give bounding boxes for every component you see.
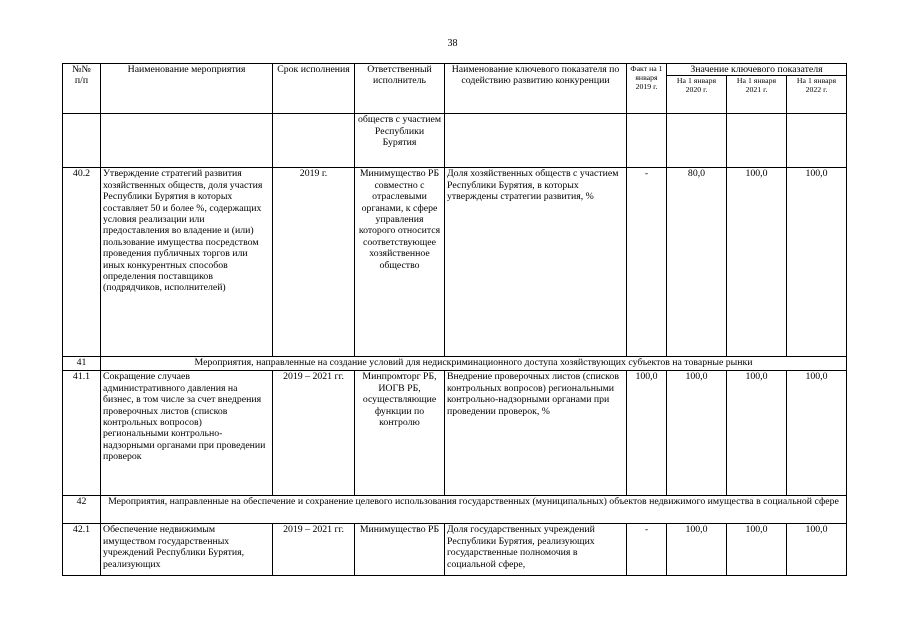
header-fact: Факт на 1 января 2019 г. (627, 64, 667, 114)
cell-2021: 100,0 (727, 371, 787, 496)
section-num: 41 (63, 357, 101, 371)
table-row (63, 371, 847, 496)
cell-responsible: Минимущество РБ (355, 524, 445, 576)
cell-term: 2019 г. (273, 168, 355, 357)
cell-fact (627, 114, 667, 168)
cell-2020 (667, 114, 727, 168)
cell-2020: 100,0 (667, 371, 727, 496)
cell-event: Утверждение стратегий развития хозяйственных обществ, доля участия Республики Бурятия в которых составляет 50 и более %, содержащих условия реализации или предоставления во владение и (или) пользование имущества посредством проведения публичных торгов или иных конкурентных способов определения поставщиков (подрядчиков, исполнителей) (101, 168, 273, 357)
cell-2022: 100,0 (787, 371, 847, 496)
cell-event: Сокращение случаев административного давления на бизнес, в том числе за счет внедрения проверочных листов (списков контрольных вопросов) региональными контрольно-надзорными органами при проведении проверок (101, 371, 273, 496)
cell-fact: 100,0 (627, 371, 667, 496)
header-2020: На 1 января 2020 г. (667, 76, 727, 114)
cell-responsible: Минпромторг РБ, ИОГВ РБ, осуществляющие функции по контролю (355, 371, 445, 496)
cell-num: 42.1 (63, 524, 101, 576)
header-term: Срок исполнения (273, 64, 355, 114)
header-2021: На 1 января 2021 г. (727, 76, 787, 114)
header-responsible: Ответственный исполнитель (355, 64, 445, 114)
cell-indicator (445, 114, 627, 168)
cell-term: 2019 – 2021 гг. (273, 524, 355, 576)
table-row (63, 168, 847, 357)
cell-term: 2019 – 2021 гг. (273, 371, 355, 496)
cell-responsible: Минимущество РБ совместно с отраслевыми органами, к сфере управления которого относится соответствующее хозяйственное общество (355, 168, 445, 357)
cell-2021: 100,0 (727, 524, 787, 576)
cell-2022 (787, 114, 847, 168)
section-row (63, 357, 847, 371)
cell-2022: 100,0 (787, 168, 847, 357)
measures-table (62, 63, 847, 576)
cell-fact: - (627, 524, 667, 576)
header-row-1 (63, 64, 847, 76)
cell-num: 41.1 (63, 371, 101, 496)
cell-num: 40.2 (63, 168, 101, 357)
header-value-group: Значение ключевого показателя (667, 64, 847, 76)
cell-2022: 100,0 (787, 524, 847, 576)
header-event: Наименование мероприятия (101, 64, 273, 114)
cell-event (101, 114, 273, 168)
header-num: №№ п/п (63, 64, 101, 114)
section-row (63, 496, 847, 524)
cell-fact: - (627, 168, 667, 357)
cell-2020: 100,0 (667, 524, 727, 576)
cell-2021: 100,0 (727, 168, 787, 357)
header-indicator: Наименование ключевого показателя по содействию развитию конкуренции (445, 64, 627, 114)
cell-indicator: Доля хозяйственных обществ с участием Республики Бурятия, в которых утверждены стратегии развития, % (445, 168, 627, 357)
section-num: 42 (63, 496, 101, 524)
table-row (63, 524, 847, 576)
header-2022: На 1 января 2022 г. (787, 76, 847, 114)
cell-responsible: обществ с участием Республики Бурятия (355, 114, 445, 168)
page-number: 38 (447, 38, 458, 49)
cell-2021 (727, 114, 787, 168)
section-title: Мероприятия, направленные на обеспечение и сохранение целевого использования государственных (муниципальных) объектов недвижимого имущества в социальной сфере (101, 496, 847, 524)
cell-num (63, 114, 101, 168)
table-row (63, 114, 847, 168)
cell-indicator: Доля государственных учреждений Республики Бурятия, реализующих государственные полномочия в социальной сфере, (445, 524, 627, 576)
cell-term (273, 114, 355, 168)
cell-2020: 80,0 (667, 168, 727, 357)
section-title: Мероприятия, направленные на создание условий для недискриминационного доступа хозяйствующих субъектов на товарные рынки (101, 357, 847, 371)
cell-event: Обеспечение недвижимым имуществом государственных учреждений Республики Бурятия, реализующих (101, 524, 273, 576)
cell-indicator: Внедрение проверочных листов (списков контрольных вопросов) региональными контрольно-надзорными органами при проведении проверок, % (445, 371, 627, 496)
